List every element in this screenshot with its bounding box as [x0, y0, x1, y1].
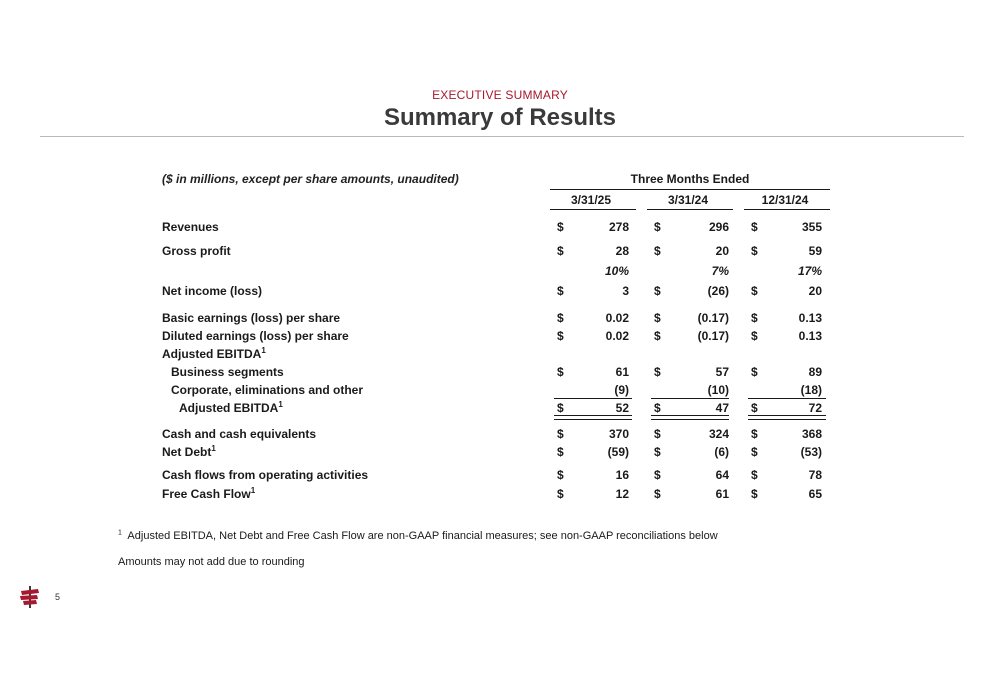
currency-symbol: $ — [654, 445, 661, 459]
currency-symbol: $ — [751, 244, 758, 258]
cell-value: 89 — [808, 365, 822, 379]
cell-value: 59 — [808, 244, 822, 258]
row-label-text: Adjusted EBITDA — [179, 401, 279, 415]
currency-symbol: $ — [751, 311, 758, 325]
row-label-text: Net income (loss) — [162, 284, 263, 298]
column-header-12-31-24: 12/31/24 — [761, 193, 809, 207]
footnote-ref: 1 — [211, 444, 216, 453]
footnote-1 — [118, 530, 718, 542]
row-label — [162, 468, 368, 482]
currency-symbol: $ — [751, 487, 758, 501]
row-label-text: Cash flows from operating activities — [162, 468, 369, 482]
currency-symbol: $ — [751, 220, 758, 234]
currency-symbol: $ — [751, 445, 758, 459]
cell-value: (26) — [707, 284, 729, 298]
currency-symbol: $ — [557, 244, 564, 258]
cell-value: 12 — [615, 487, 629, 501]
cell-value: 16 — [615, 468, 629, 482]
currency-symbol: $ — [557, 284, 564, 298]
cell-value: (6) — [714, 445, 729, 459]
currency-symbol: $ — [751, 365, 758, 379]
row-label-text: Gross profit — [162, 244, 231, 258]
row-label — [162, 220, 219, 234]
row-label — [162, 244, 231, 258]
company-logo-icon — [18, 585, 42, 609]
footnote-text: Adjusted EBITDA, Net Debt and Free Cash Flow are non-GAAP financial measures; see non-GAAP reconciliations below — [127, 530, 718, 542]
currency-symbol: $ — [557, 401, 564, 415]
currency-symbol: $ — [557, 311, 564, 325]
row-label-text: Diluted earnings (loss) per share — [162, 329, 349, 343]
currency-symbol: $ — [751, 284, 758, 298]
row-label — [162, 347, 266, 361]
currency-symbol: $ — [751, 468, 758, 482]
cell-value: (10) — [707, 383, 729, 397]
currency-symbol: $ — [557, 220, 564, 234]
total-top-rule — [651, 398, 729, 399]
currency-symbol: $ — [654, 284, 661, 298]
cell-value: 368 — [801, 427, 822, 441]
cell-value: 0.13 — [798, 311, 822, 325]
total-top-rule — [748, 398, 826, 399]
row-label-text: Adjusted EBITDA — [162, 347, 262, 361]
cell-value: 72 — [808, 401, 822, 415]
page-number: 5 — [55, 592, 61, 602]
currency-symbol: $ — [654, 401, 661, 415]
column-header-rule — [550, 209, 636, 210]
cell-value: 296 — [708, 220, 729, 234]
cell-value: 28 — [615, 244, 629, 258]
total-double-rule — [748, 415, 826, 420]
cell-value: 0.13 — [798, 329, 822, 343]
row-label — [162, 427, 316, 441]
cell-value: 61 — [615, 365, 629, 379]
currency-symbol: $ — [654, 487, 661, 501]
footnote-ref: 1 — [278, 400, 283, 409]
row-label-text: Basic earnings (loss) per share — [162, 311, 341, 325]
currency-symbol: $ — [654, 365, 661, 379]
currency-symbol: $ — [557, 365, 564, 379]
total-double-rule — [554, 415, 632, 420]
currency-symbol: $ — [654, 329, 661, 343]
row-label — [162, 445, 216, 459]
cell-value: 78 — [808, 468, 822, 482]
currency-symbol: $ — [557, 329, 564, 343]
total-top-rule — [554, 398, 632, 399]
column-header-3-31-24: 3/31/24 — [667, 193, 709, 207]
currency-symbol: $ — [654, 468, 661, 482]
cell-value: (0.17) — [697, 311, 729, 325]
footnote-ref: 1 — [261, 346, 266, 355]
section-kicker: EXECUTIVE SUMMARY — [432, 88, 568, 102]
cell-value: 47 — [715, 401, 729, 415]
unit-note: ($ in millions, except per share amounts, unaudited) — [162, 172, 459, 186]
footnote-marker: 1 — [118, 529, 122, 537]
cell-value: 52 — [615, 401, 629, 415]
cell-value: 64 — [715, 468, 729, 482]
page-title: Summary of Results — [383, 104, 617, 131]
currency-symbol: $ — [557, 427, 564, 441]
currency-symbol: $ — [654, 244, 661, 258]
currency-symbol: $ — [557, 445, 564, 459]
row-label-text: Free Cash Flow — [162, 487, 251, 501]
row-label-text: Business segments — [171, 365, 284, 379]
currency-symbol: $ — [751, 401, 758, 415]
currency-symbol: $ — [751, 329, 758, 343]
row-label-text: Cash and cash equivalents — [162, 427, 317, 441]
cell-value: 61 — [715, 487, 729, 501]
cell-value: (9) — [614, 383, 629, 397]
cell-value: 278 — [608, 220, 629, 234]
cell-value: 0.02 — [605, 311, 629, 325]
row-label — [162, 487, 255, 501]
column-header-rule — [647, 209, 733, 210]
cell-value: 65 — [808, 487, 822, 501]
cell-value: 355 — [801, 220, 822, 234]
currency-symbol: $ — [654, 311, 661, 325]
cell-value: 324 — [708, 427, 729, 441]
row-label-text: Revenues — [162, 220, 219, 234]
row-label-text: Corporate, eliminations and other — [171, 383, 364, 397]
currency-symbol: $ — [654, 220, 661, 234]
cell-value: (0.17) — [697, 329, 729, 343]
column-header-rule — [744, 209, 830, 210]
row-label — [171, 365, 284, 379]
cell-value: 20 — [715, 244, 729, 258]
period-header-rule — [550, 189, 830, 190]
cell-value: 17% — [797, 264, 822, 278]
footnote-ref: 1 — [250, 486, 256, 495]
cell-value: 0.02 — [605, 329, 629, 343]
cell-value: 370 — [608, 427, 629, 441]
cell-value: (18) — [800, 383, 822, 397]
cell-value: (53) — [800, 445, 822, 459]
row-label-text: Net Debt — [162, 445, 212, 459]
currency-symbol: $ — [751, 427, 758, 441]
cell-value: 7% — [711, 264, 729, 278]
row-label — [162, 329, 349, 343]
cell-value: 10% — [604, 264, 629, 278]
period-header: Three Months Ended — [630, 172, 750, 186]
currency-symbol: $ — [557, 468, 564, 482]
cell-value: 3 — [622, 284, 629, 298]
currency-symbol: $ — [654, 427, 661, 441]
cell-value: (59) — [607, 445, 629, 459]
currency-symbol: $ — [557, 487, 564, 501]
row-label — [162, 284, 262, 298]
rounding-note: Amounts may not add due to rounding — [118, 556, 305, 568]
row-label — [162, 311, 340, 325]
cell-value: 20 — [808, 284, 822, 298]
total-double-rule — [651, 415, 729, 420]
cell-value: 57 — [715, 365, 729, 379]
column-header-3-31-25: 3/31/25 — [570, 193, 612, 207]
row-label — [171, 383, 363, 397]
row-label — [179, 401, 283, 415]
